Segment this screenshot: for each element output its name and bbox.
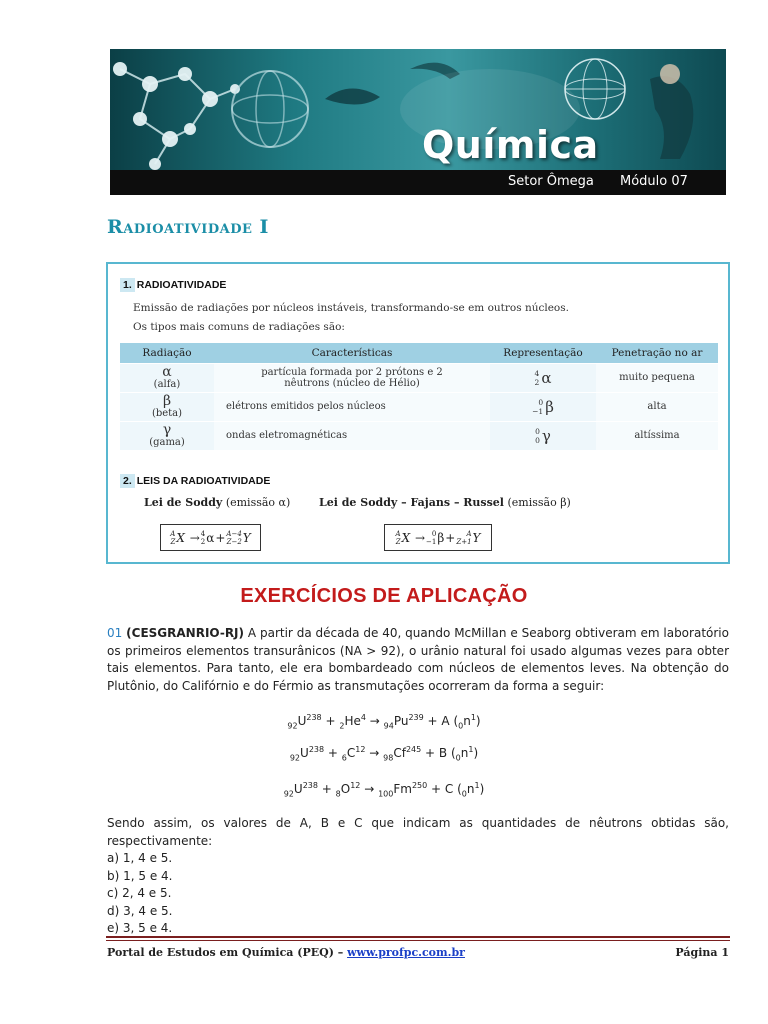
types-intro-line: Os tipos mais comuns de radiações são: [133,321,345,333]
footer-portal [107,946,465,959]
table-row [120,392,718,421]
characteristics-cell: elétrons emitidos pelos núcleos [214,392,490,421]
radioatividade-heading [120,278,226,292]
footer-rule [106,936,730,938]
heading-number: 1. [120,278,135,292]
representation-cell [490,392,596,421]
radiation-name: (beta) [151,408,183,419]
reaction-californio: $_{92}U^{238} + _6C^{12} \to _{98}Cf^{245} + B$ $(_0n^1)$ [289,745,479,763]
penetration-cell: alta [596,392,718,421]
table-row [120,363,718,392]
representation-cell [490,363,596,392]
radiation-symbol: β [162,393,172,409]
banner-illustration [110,49,726,170]
question-conclusion: Sendo assim, os valores de A, B e C que indicam as quantidades de nêutrons obtidas são, respectivamente: [107,816,729,848]
mass-number: 0 [535,427,540,437]
exercises-heading: EXERCÍCIOS DE APLICAÇÃO [240,585,528,607]
characteristics-cell: partícula formada por 2 prótons e 2 nêutrons (núcleo de Hélio) [214,363,490,392]
atomic-number: 0 [535,436,540,446]
atomic-number: 2 [534,378,540,387]
page-number: Página 1 [675,946,729,959]
radiation-name: (alfa) [153,379,181,390]
atomic-number: −1 [532,407,544,416]
nuclide-symbol: α [541,369,552,387]
column-header: Representação [490,343,596,363]
reaction-plutonio: $_{92}U^{238} + _2He^4 \to _{94}Pu^{239} + A$ $(_0n^1)$ [287,713,481,731]
law1-label [144,496,290,509]
nuclide-symbol: β [545,398,554,416]
radiation-symbol: α [162,364,172,380]
question-source: (CESGRANRIO-RJ) [126,626,245,640]
table-header-row [120,343,718,363]
column-header: Penetração no ar [596,343,718,363]
option-b: b) 1, 5 e 4. [107,868,173,883]
footer-website-link[interactable]: www.profpc.com.br [347,946,465,959]
soddy-alpha-equation: A Z X → 4 2 α + A−4 Z−2 Y [160,524,261,551]
footer-rule-thin [106,940,730,941]
law1-name: Lei de Soddy [144,496,223,509]
option-c: c) 2, 4 e 5. [107,886,172,900]
heading-label: LEIS DA RADIOATIVIDADE [136,475,271,487]
chemistry-collage-image [110,49,726,170]
mass-number: 0 [538,398,544,407]
heading-label: RADIOATIVIDADE [136,279,227,291]
heading-number: 2. [120,474,135,488]
law1-detail: (emissão α) [225,496,291,509]
banner-modulo: Módulo 07 [620,174,688,189]
radiation-symbol: γ [162,422,172,439]
footer-portal-text: Portal de Estudos em Química (PEQ) – [107,946,348,959]
nuclide-notation [532,398,554,416]
answer-options [107,850,172,938]
column-header: Características [214,343,490,363]
characteristics-cell: ondas eletromagnéticas [214,421,490,450]
leis-heading [120,474,270,488]
header-banner [110,49,726,195]
summary-box [106,262,730,564]
reaction-fermio: $_{92}U^{238} + _8O^{12} \to _{100}Fm^{250} + C$ $(_0n^1)$ [283,781,485,799]
radiation-cell [120,421,214,450]
representation-cell [490,421,596,450]
section-title: Radioatividade I [107,216,269,238]
radiation-name: (gama) [149,437,185,449]
law2-name: Lei de Soddy – Fajans – Russel [319,496,504,509]
column-header: Radiação [120,343,214,363]
question-number: 01 [107,626,123,640]
radiation-table [120,343,718,450]
soddy-beta-equation: A Z X → 0 −1 β + A Z+1 Y [384,524,492,551]
law2-detail: (emissão β) [507,496,571,509]
radiation-cell [120,363,214,392]
nuclide-symbol: γ [541,427,551,446]
option-e: e) 3, 5 e 4. [107,921,173,935]
mass-number: 4 [534,369,540,378]
question-body: A partir da década de 40, quando McMillan e Seaborg obtiveram em laboratório os primeiros elementos transurânicos (NA > 92), o urânio natural foi usado algumas vezes para obter tais elementos. Para tanto, ele era bombardeado com núcleos de elementos leves. Na obtenção do Plutônio, do Califórnio e do Férmio as transmutações ocorreram da forma a seguir: [107,626,729,693]
nuclide-notation [535,369,552,387]
table-row [120,421,718,450]
definition-line: Emissão de radiações por núcleos instáveis, transformando-se em outros núcleos. [133,302,569,314]
question-text [107,625,729,695]
radiation-cell [120,392,214,421]
penetration-cell: muito pequena [596,363,718,392]
nuclide-notation [535,427,551,445]
option-d: d) 3, 4 e 5. [107,903,173,918]
law2-label [319,496,571,509]
banner-title: Química [422,123,599,167]
banner-setor: Setor Ômega [508,174,594,189]
option-a: a) 1, 4 e 5. [107,851,173,865]
penetration-cell: altíssima [596,421,718,450]
